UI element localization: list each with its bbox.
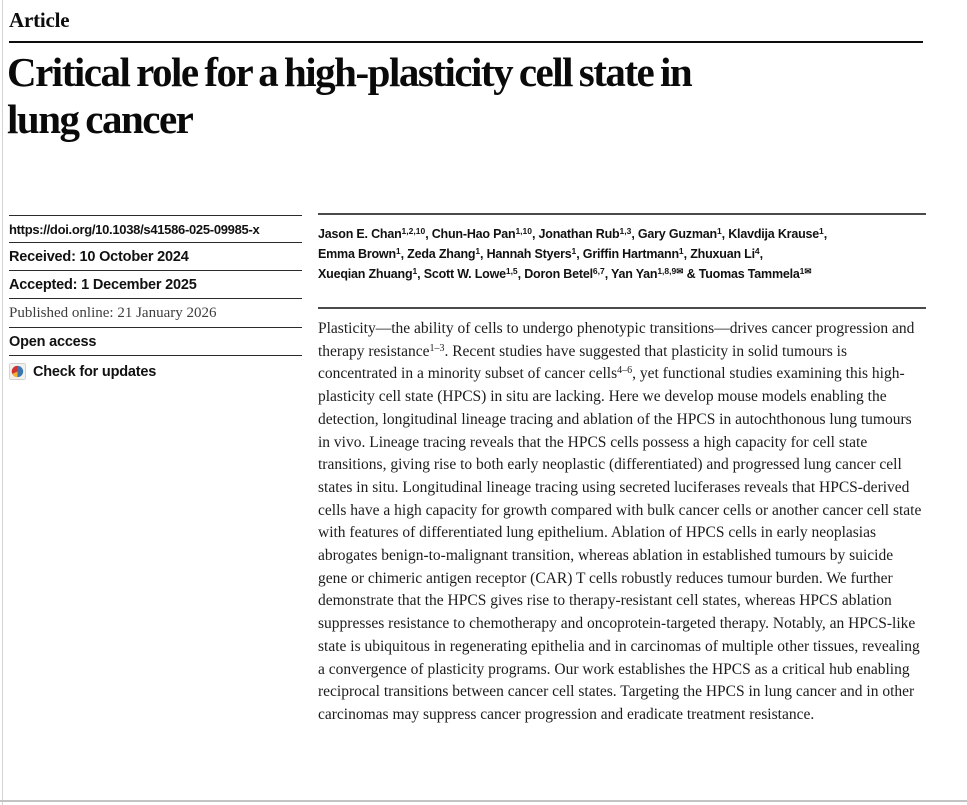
published-online-date: Published online: 21 January 2026 bbox=[9, 298, 302, 327]
check-for-updates-button[interactable] bbox=[9, 355, 302, 385]
check-for-updates-label: Check for updates bbox=[33, 363, 157, 380]
page-title bbox=[7, 49, 691, 143]
open-access-label: Open access bbox=[9, 327, 302, 355]
page-edge-left bbox=[2, 0, 3, 805]
page-title-line-1: Critical role for a high-plasticity cell state in bbox=[7, 49, 692, 95]
received-date: Received: 10 October 2024 bbox=[9, 242, 302, 270]
doi-row bbox=[9, 215, 302, 242]
page-edge-bottom bbox=[0, 800, 967, 802]
article-kicker: Article bbox=[9, 8, 70, 32]
main-column bbox=[318, 213, 926, 727]
metadata-sidebar bbox=[9, 215, 302, 385]
crossmark-icon bbox=[9, 363, 26, 380]
doi-link[interactable]: https://doi.org/10.1038/s41586-025-09985-x bbox=[9, 222, 260, 237]
author-list: Jason E. Chan$^{1,2,10}$, Chun-Hao Pan$^{1,10}$, Jonathan Rub$^{1,3}$, Gary Guzman$^1$, Klavdija Krause$^1$, Emma Brown$^1$, Zeda Zhang$^1$, Hannah Styers$^1$, Griffin Hartmann$^1$, Zhuxuan Li$^4$, Xueqian Zhuang$^1$, Scott W. Lowe$^{1,5}$, Doron Betel$^{6,7}$, Yan Yan$^{1,8,9✉}$ & Tuomas Tammela$^{1✉}$ bbox=[318, 213, 926, 284]
abstract-text: Plasticity—the ability of cells to undergo phenotypic transitions—drives cancer progression and therapy resistance$^{1-3}$. Recent studies have suggested that plasticity in solid tumours is concentrated in a minority subset of cancer cells$^{4-6}$, yet functional studies examining this high-plasticity cell state (HPCS) in situ are lacking. Here we develop mouse models enabling the detection, longitudinal lineage tracing and ablation of the HPCS in autochthonous lung tumours in vivo. Lineage tracing reveals that the HPCS cells possess a high capacity for cell state transitions, giving rise to both early neoplastic (differentiated) and progressed lung cancer cell states in situ. Longitudinal lineage tracing using secreted luciferases reveals that HPCS-derived cells have a high capacity for growth compared with bulk cancer cells or another cancer cell state with features of differentiated lung epithelium. Ablation of HPCS cells in early neoplasias abrogates benign-to-malignant transition, whereas ablation in established tumours by suicide gene or chimeric antigen receptor (CAR) T cells robustly reduces tumour burden. We further demonstrate that the HPCS gives rise to therapy-resistant cell states, whereas HPCS ablation suppresses resistance to chemotherapy and oncoprotein-targeted therapy. Notably, an HPCS-like state is ubiquitous in regenerating epithelia and in carcinomas of multiple other tissues, revealing a convergence of plasticity programs. Our work establishes the HPCS as a critical hub enabling reciprocal transitions between cancer cell states. Targeting the HPCS in lung cancer and in other carcinomas may suppress cancer progression and eradicate treatment resistance. bbox=[318, 307, 926, 727]
page-title-line-2: lung cancer bbox=[7, 96, 193, 142]
header-divider bbox=[9, 41, 923, 43]
accepted-date: Accepted: 1 December 2025 bbox=[9, 270, 302, 298]
